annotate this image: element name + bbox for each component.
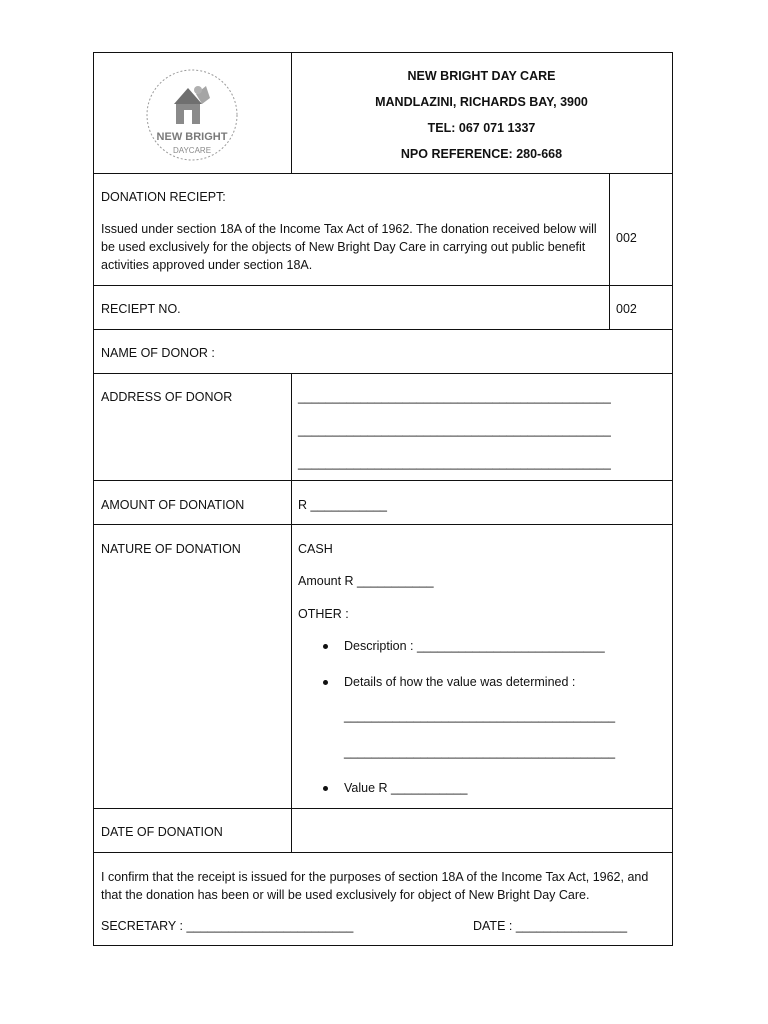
donation-amount-label: AMOUNT OF DONATION xyxy=(101,498,245,512)
organization-logo xyxy=(136,60,248,170)
npo-reference: NPO REFERENCE: 280-668 xyxy=(400,147,563,161)
divider xyxy=(94,480,672,481)
organization-name: NEW BRIGHT DAY CARE xyxy=(407,69,556,83)
cash-amount-field[interactable]: Amount R ___________ xyxy=(298,574,434,588)
value-details-label: Details of how the value was determined : xyxy=(344,675,576,689)
donation-date-label: DATE OF DONATION xyxy=(101,825,223,839)
divider xyxy=(94,373,672,374)
other-description-field[interactable]: Description : ___________________________ xyxy=(344,639,605,653)
divider xyxy=(94,852,672,853)
svg-text:NEW BRIGHT: NEW BRIGHT xyxy=(156,131,228,143)
receipt-description: Issued under section 18A of the Income Tax Act of 1962. The donation received below will be used exclusively for the objects of New Bright Day Care in carrying out public benefit activities approved under section 18A. xyxy=(101,222,597,272)
cash-label: CASH xyxy=(298,542,333,556)
donor-address-label: ADDRESS OF DONOR xyxy=(101,390,233,404)
donor-address-line[interactable]: _____________________________________________ xyxy=(298,423,611,437)
svg-text:DAYCARE: DAYCARE xyxy=(172,146,212,155)
receipt-number-label: RECIEPT NO. xyxy=(101,302,181,316)
other-label: OTHER : xyxy=(298,607,349,621)
confirmation-statement: I confirm that the receipt is issued for the purposes of section 18A of the Income Tax Act, 1962, and that the donation has been or will be used exclusively for object of New Bright Day Care. xyxy=(101,870,649,902)
divider xyxy=(291,373,292,852)
receipt-number-value: 002 xyxy=(616,302,637,316)
donation-receipt-form xyxy=(93,52,673,946)
bullet-icon xyxy=(323,786,328,791)
divider xyxy=(94,173,672,174)
value-details-line[interactable]: _______________________________________ xyxy=(344,709,616,723)
bullet-icon xyxy=(323,680,328,685)
divider xyxy=(94,285,672,286)
secretary-signature-field[interactable]: SECRETARY : ________________________ xyxy=(101,919,354,933)
donor-address-line[interactable]: _____________________________________________ xyxy=(298,456,611,470)
divider xyxy=(94,808,672,809)
donor-address-line[interactable]: _____________________________________________ xyxy=(298,390,611,404)
divider xyxy=(94,329,672,330)
value-details-line[interactable]: _______________________________________ xyxy=(344,745,616,759)
donor-name-label: NAME OF DONOR : xyxy=(101,346,215,360)
bullet-icon xyxy=(323,644,328,649)
signature-date-field[interactable]: DATE : ________________ xyxy=(473,919,628,933)
value-field[interactable]: Value R ___________ xyxy=(344,781,468,795)
receipt-code: 002 xyxy=(616,231,637,245)
organization-telephone: TEL: 067 071 1337 xyxy=(427,121,536,135)
donation-amount-field[interactable]: R ___________ xyxy=(298,498,387,512)
organization-address: MANDLAZINI, RICHARDS BAY, 3900 xyxy=(375,95,588,109)
divider xyxy=(609,173,610,329)
divider xyxy=(94,524,672,525)
receipt-title: DONATION RECIEPT: xyxy=(101,190,226,204)
donation-nature-label: NATURE OF DONATION xyxy=(101,542,241,556)
